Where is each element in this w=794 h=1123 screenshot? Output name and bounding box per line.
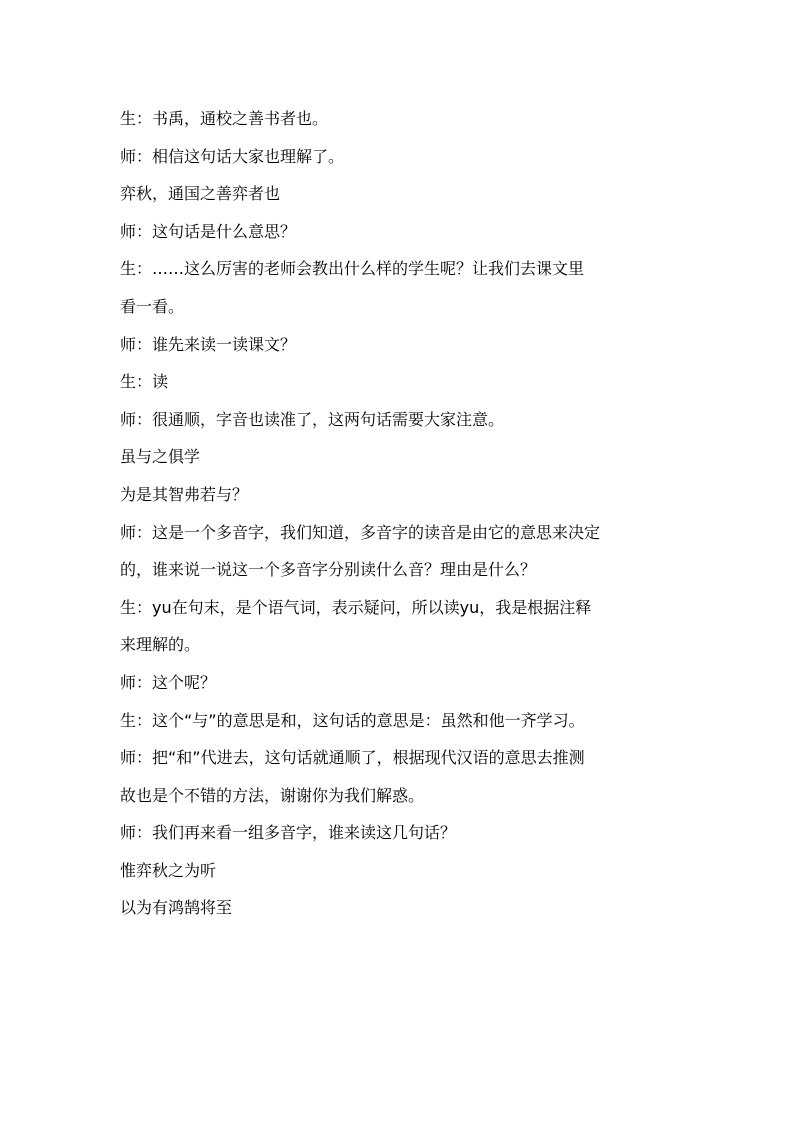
text-line: 来理解的。	[120, 635, 201, 655]
text-line: 虽与之俱学	[120, 447, 201, 467]
text-line: 生：书禹，通校之善书者也。	[120, 109, 329, 128]
text-line: 师：把“和”代进去，这句话就通顺了，根据现代汉语的意思去推测	[120, 748, 585, 768]
text-line: 师：我们再来看一组多音字，谁来读这几句话？	[120, 823, 457, 843]
text-line: 师：这个呢？	[120, 672, 217, 692]
text-line: 故也是个不错的方法，谢谢你为我们解惑。	[120, 785, 425, 805]
text-line: 师：很通顺，字音也读准了，这两句话需要大家注意。	[120, 409, 505, 429]
text-line: 为是其智弗若与？	[120, 484, 249, 504]
text-line: 生：这个“与”的意思是和，这句话的意思是：虽然和他一齐学习。	[120, 710, 585, 730]
text-line: 的，谁来说一说这一个多音字分别读什么音？理由是什么？	[120, 560, 537, 580]
text-line: 以为有鸿鹄将至	[120, 898, 233, 918]
text-line: 师：这是一个多音字，我们知道，多音字的读音是由它的意思来决定	[120, 522, 601, 542]
text-line: 弈秋，通国之善弈者也	[120, 184, 281, 204]
text-line: 师：相信这句话大家也理解了。	[120, 146, 345, 166]
text-line: 师：谁先来读一读课文？	[120, 334, 297, 354]
text-line: 生：……这么厉害的老师会教出什么样的学生呢？让我们去课文里	[120, 259, 585, 279]
text-line: 惟弈秋之为听	[120, 860, 217, 880]
text-line: 生：读	[120, 372, 169, 392]
text-line: 师：这句话是什么意思？	[120, 221, 297, 241]
document-body	[120, 100, 680, 927]
text-line: 看一看。	[120, 296, 185, 316]
text-line: 生：yu在句末，是个语气词，表示疑问，所以读yu，我是根据注释	[120, 597, 592, 617]
